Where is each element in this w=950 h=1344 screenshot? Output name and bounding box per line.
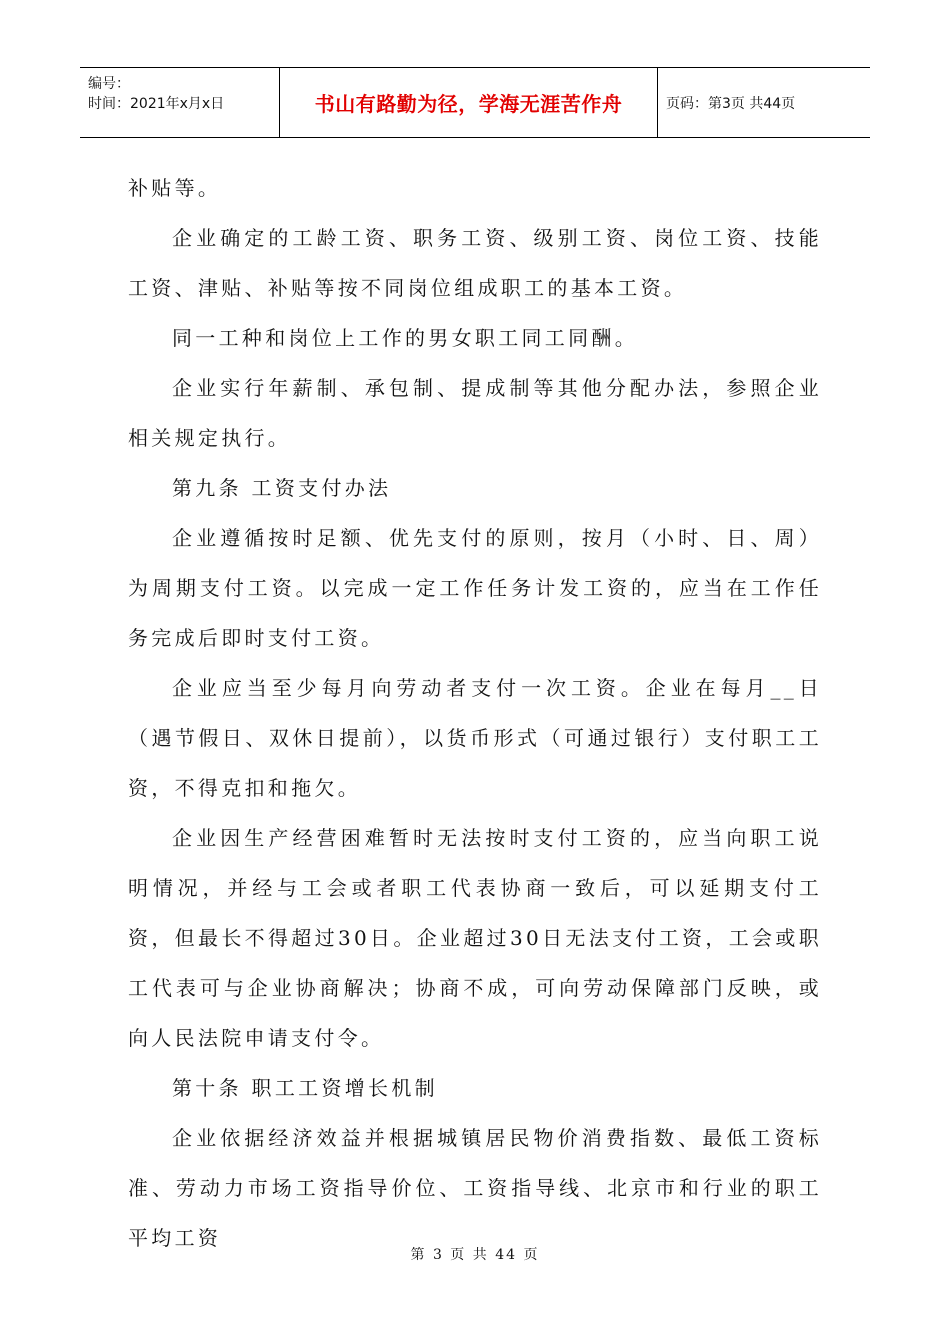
header-meta	[80, 68, 280, 137]
header-page-info: 页码：第3页 共44页	[666, 95, 796, 112]
paragraph: 企业实行年薪制、承包制、提成制等其他分配办法，参照企业相关规定执行。	[128, 376, 822, 450]
page-header	[80, 67, 870, 138]
document-time-label: 时间：2021年x月x日	[88, 96, 225, 112]
paragraph: 企业依据经济效益并根据城镇居民物价消费指数、最低工资标准、劳动力市场工资指导价位、工资指导线、北京市和行业的职工平均工资	[128, 1126, 822, 1250]
paragraph: 企业因生产经营困难暂时无法按时支付工资的，应当向职工说明情况，并经与工会或者职工代表协商一致后，可以延期支付工资，但最长不得超过30日。企业超过30日无法支付工资，工会或职工代表可与企业协商解决；协商不成，可向劳动保障部门反映，或向人民法院申请支付令。	[128, 826, 822, 1050]
paragraph-continuation: 补贴等。	[128, 176, 222, 200]
page-footer: 第 3 页 共 44 页	[410, 1247, 540, 1263]
paragraph: 企业遵循按时足额、优先支付的原则，按月（小时、日、周）为周期支付工资。以完成一定工作任务计发工资的，应当在工作任务完成后即时支付工资。	[128, 526, 822, 650]
document-body	[128, 163, 822, 1263]
document-number-label: 编号：	[88, 76, 130, 92]
header-motto: 书山有路勤为径，学海无涯苦作舟	[280, 68, 658, 137]
section-heading-article-10: 第十条 职工工资增长机制	[172, 1076, 438, 1100]
section-heading-article-9: 第九条 工资支付办法	[172, 476, 392, 500]
paragraph: 同一工种和岗位上工作的男女职工同工同酬。	[172, 326, 638, 350]
paragraph: 企业应当至少每月向劳动者支付一次工资。企业在每月__日（遇节假日、双休日提前），以货币形式（可通过银行）支付职工工资，不得克扣和拖欠。	[128, 676, 822, 800]
paragraph: 企业确定的工龄工资、职务工资、级别工资、岗位工资、技能工资、津贴、补贴等按不同岗位组成职工的基本工资。	[128, 226, 822, 300]
